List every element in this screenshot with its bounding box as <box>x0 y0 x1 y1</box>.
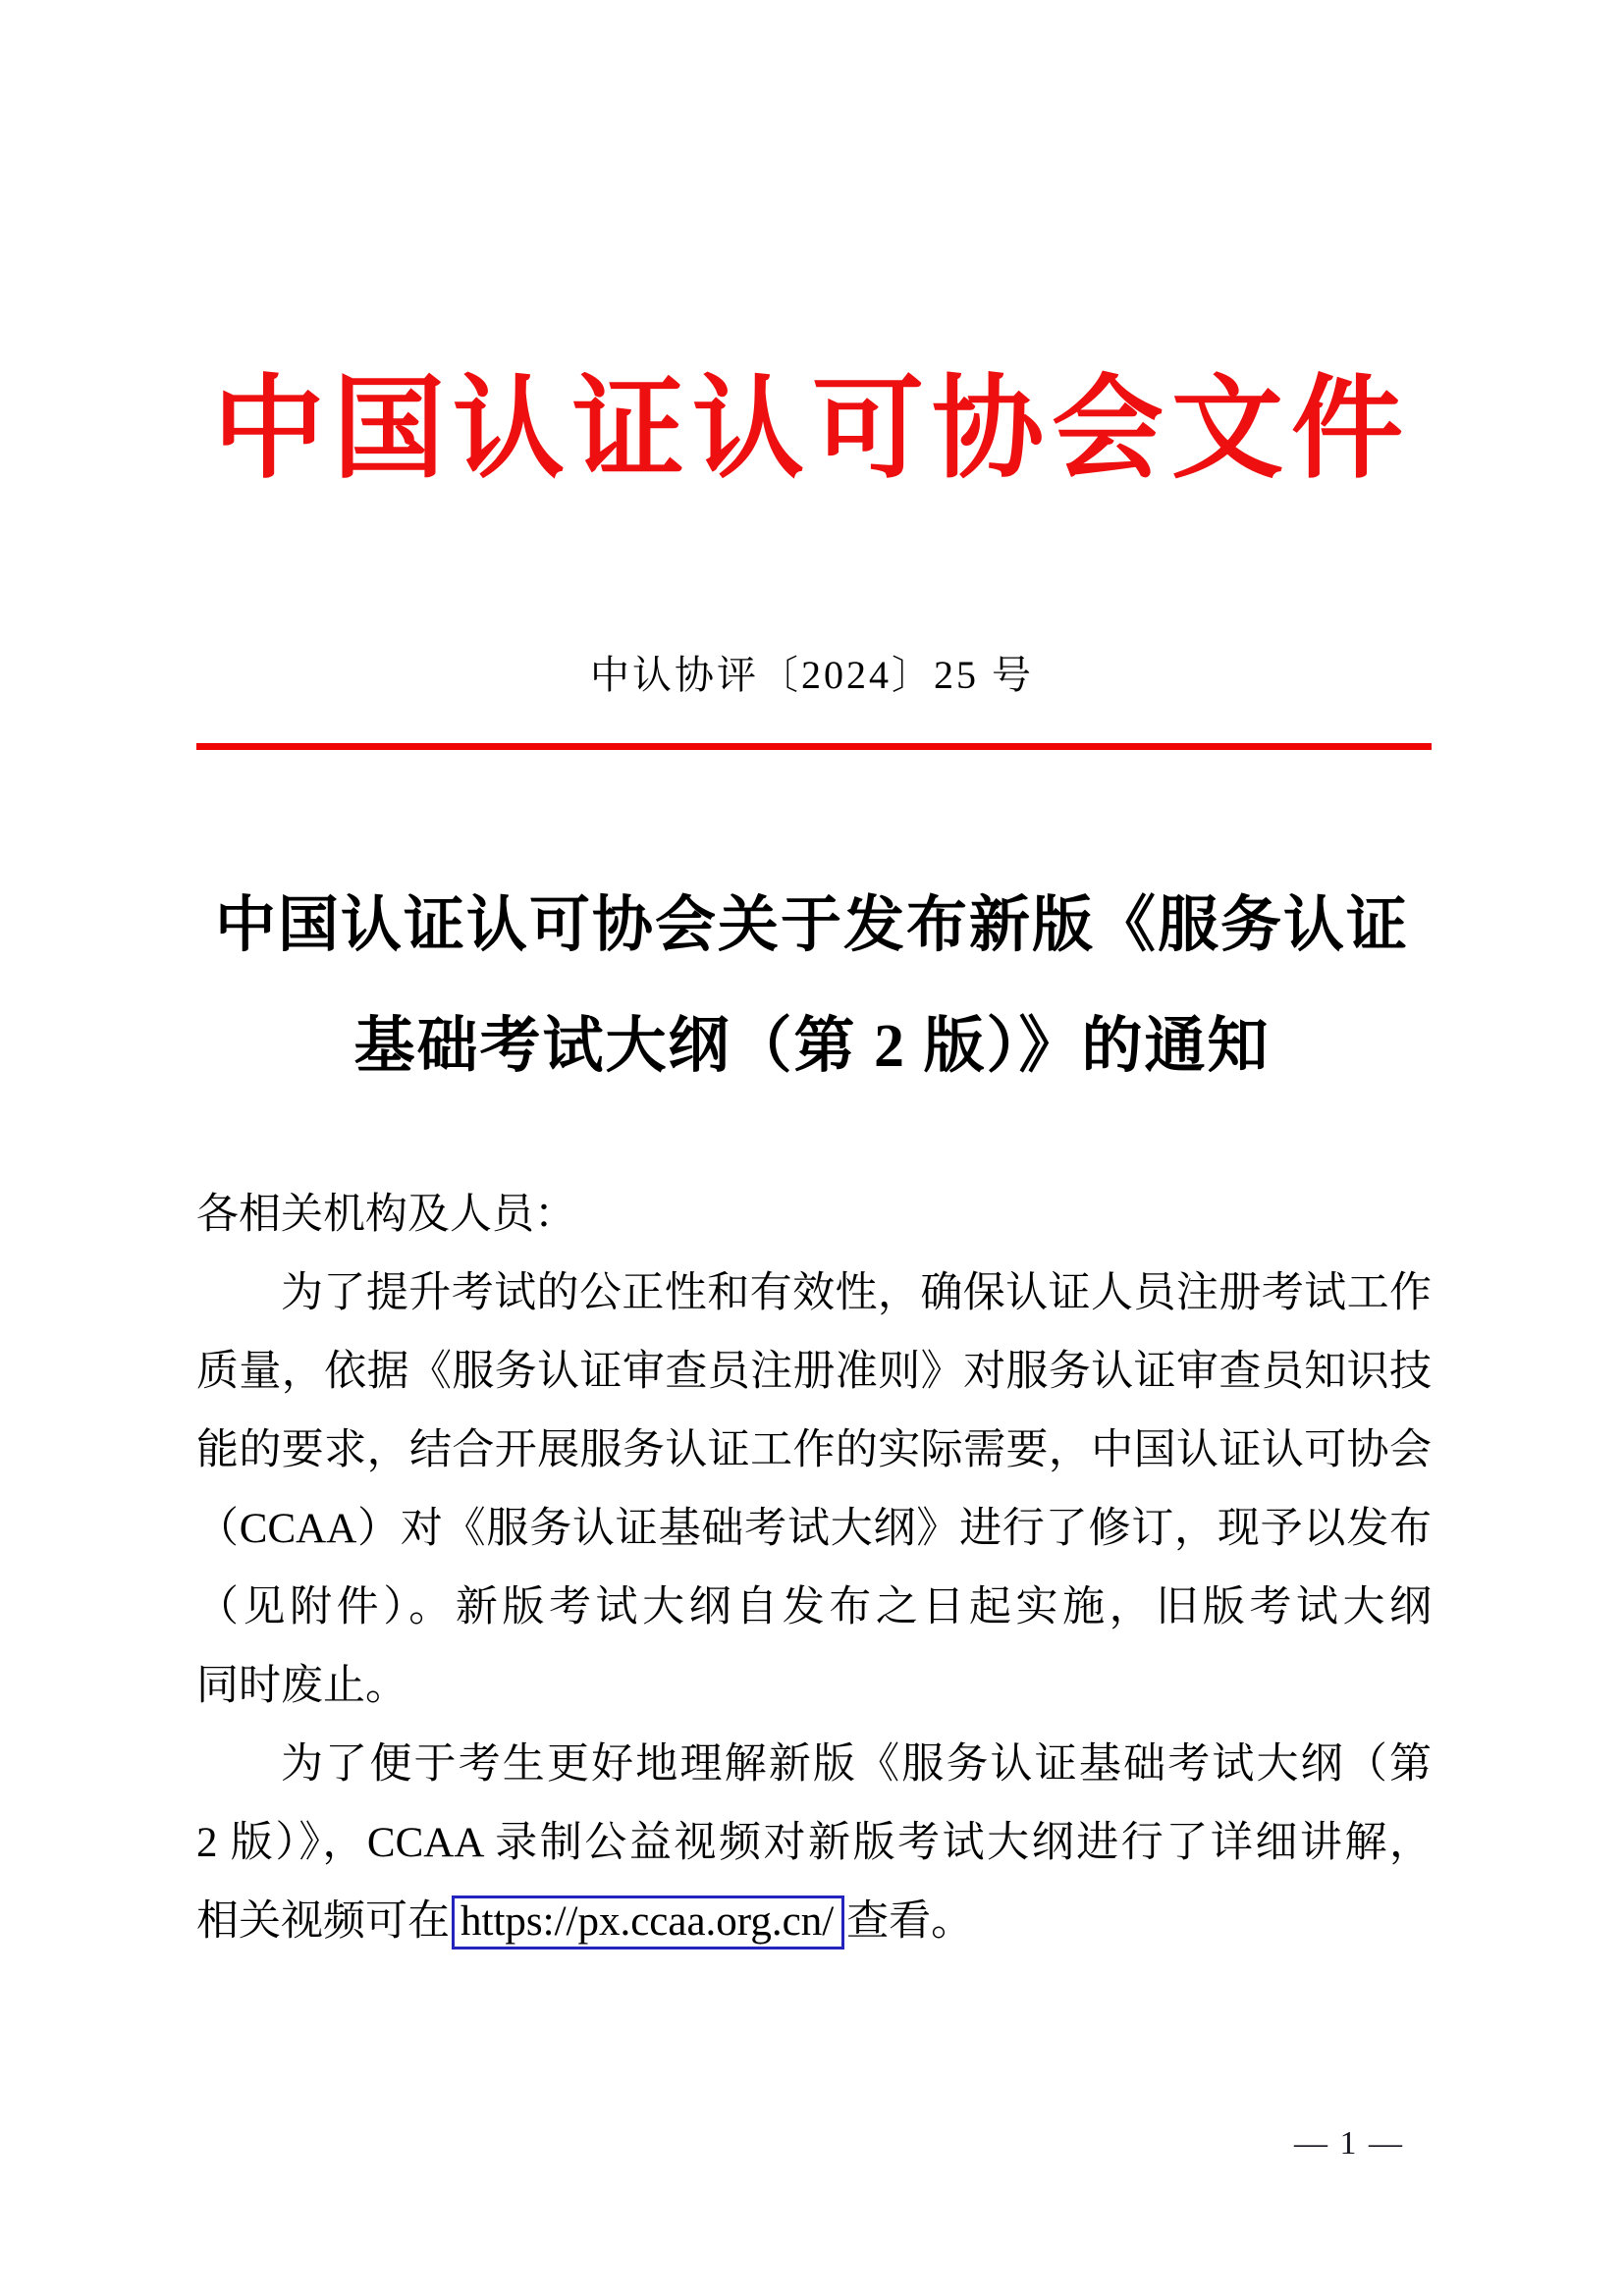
link-suffix-text: 查看。 <box>846 1898 974 1945</box>
paragraph2-line2: 2 版）》，CCAA 录制公益视频对新版考试大纲进行了详细讲解， <box>196 1820 1432 1866</box>
notice-title-line-1: 中国认证认可协会关于发布新版《服务认证 <box>214 892 1409 959</box>
paragraph1-line6: 同时废止。 <box>196 1663 407 1709</box>
salutation-line: 各相关机构及人员： <box>196 1192 576 1238</box>
paragraph1-line5: （见附件）。新版考试大纲自发布之日起实施，旧版考试大纲 <box>196 1584 1432 1630</box>
paragraph1-line2: 质量，依据《服务认证审查员注册准则》对服务认证审查员知识技 <box>196 1349 1432 1395</box>
ccaa-training-site-link[interactable]: https://px.ccaa.org.cn/ <box>452 1896 844 1949</box>
paragraph1-line1: 为了提升考试的公正性和有效性，确保认证人员注册考试工作 <box>281 1270 1432 1316</box>
paragraph2-link-line <box>196 1883 1432 1961</box>
link-prefix-text: 相关视频可在 <box>196 1898 450 1945</box>
notice-title-line-2: 基础考试大纲（第 2 版）》的通知 <box>353 1013 1271 1080</box>
masthead-title: 中国认证认可协会文件 <box>212 367 1411 492</box>
red-divider-line <box>196 743 1432 750</box>
paragraph1-line4: （CCAA）对《服务认证基础考试大纲》进行了修订，现予以发布 <box>196 1506 1432 1552</box>
page-number: — 1 — <box>1294 2125 1404 2162</box>
document-number: 中认协评〔2024〕25 号 <box>590 653 1034 697</box>
paragraph1-line3: 能的要求，结合开展服务认证工作的实际需要，中国认证认可协会 <box>196 1427 1432 1473</box>
notice-title <box>88 866 1536 1107</box>
notice-body <box>196 1176 1432 1961</box>
paragraph2-line1: 为了便于考生更好地理解新版《服务认证基础考试大纲（第 <box>281 1741 1432 1788</box>
